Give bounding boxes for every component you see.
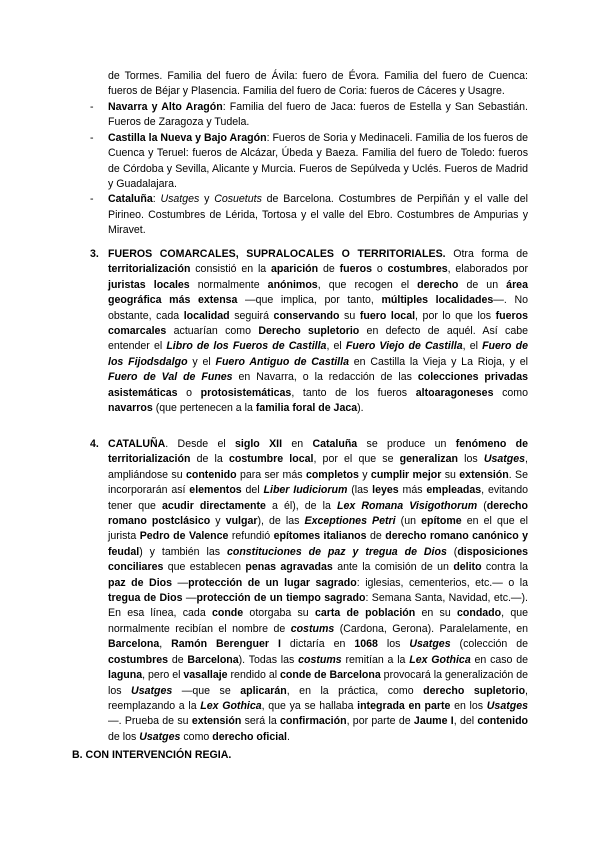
list-dash: - (90, 101, 94, 113)
text-run: normalmente (189, 278, 268, 291)
text-run: , el (326, 340, 346, 353)
list-item (90, 192, 528, 238)
bold-italic-term: Usatges (131, 684, 173, 697)
text-run: : iglesias, cementerios, etc.— o la (356, 576, 528, 589)
text-run: ( (446, 545, 458, 558)
text-run: para ser más (236, 468, 306, 481)
text-run: ). Todas las (238, 653, 299, 666)
text-run: — (172, 576, 189, 589)
bold-term: territorialización (108, 263, 191, 276)
text-run: (un (395, 515, 422, 528)
bold-italic-term: Usatges (486, 699, 528, 712)
text-run: , en la práctica, como (286, 684, 424, 697)
text-run: más (398, 484, 427, 497)
bold-italic-term: Exceptiones Petri (304, 515, 396, 528)
bold-italic-term: Fuero de los Fijodsdalgo (108, 340, 528, 368)
list-item-heading: Castilla la Nueva y Bajo Aragón (108, 131, 267, 144)
text-run: y el (187, 355, 216, 368)
text-run: consistió en la (190, 263, 272, 276)
text-run: , que ya se hallaba (261, 699, 358, 712)
list-item-heading: Navarra y Alto Aragón (108, 101, 223, 113)
list-item (90, 100, 528, 131)
bold-term: acudir directamente (162, 499, 266, 512)
item-paragraph (108, 437, 528, 745)
list-item-text: : Familia del fuero de Jaca: fueros de Estella y San Sebastián. Fueros de Zaragoza y Tudela. (108, 101, 528, 129)
text-run: los (377, 638, 410, 651)
bold-term: fuero local (359, 309, 416, 322)
bold-term: área geográfica más extensa (108, 278, 528, 307)
text-run: otorgaba su (243, 607, 315, 620)
text-run: actuarían como (166, 325, 259, 338)
bold-term: extensión (191, 715, 242, 728)
text-run: —que implica, por tanto, (237, 294, 382, 307)
text-run: en Castilla la Vieja y La Rioja, y el (348, 355, 528, 368)
item-paragraph (108, 247, 528, 416)
text-run: del (241, 484, 264, 497)
text-run: de (318, 263, 340, 276)
item-heading: CATALUÑA (108, 438, 166, 450)
text-run: ante la comisión de un (332, 561, 454, 574)
text-run: dictaría en (280, 638, 355, 651)
text-run: —que se (172, 684, 241, 697)
text-run: de un (458, 278, 507, 291)
item-heading: FUEROS COMARCALES, SUPRALOCALES O TERRITORIALES. (108, 248, 446, 260)
list-item-text: : Fueros de Soria y Medinaceli. Familia de los fueros de Cuenca y Teruel: fueros de Alcázar, Úbeda y Baeza. Familia del fuero de Toledo: fueros de Córdoba y Sevilla, Alicante y Murcia. Fueros de Sepúlveda y Uclés. Fueros de Madrid y Guadalajara. (108, 131, 529, 191)
bold-term: vasallaje (183, 669, 228, 682)
text-run: (las (347, 484, 373, 497)
text-run: , el (462, 340, 483, 353)
bold-term: leyes (372, 484, 399, 497)
bold-italic-term: Fuero Viejo de Castilla (345, 340, 463, 353)
text-run: contra la (481, 561, 528, 574)
text-run: rendido al (227, 669, 281, 682)
text-run: seguirá (229, 309, 274, 322)
text-run: , que normalmente recibían el nombre de (108, 607, 529, 635)
numbered-item-3 (90, 247, 528, 416)
bold-term: protosistemáticas (200, 386, 292, 399)
bold-term: conservando (273, 309, 340, 322)
text-run: , elaborados por (447, 263, 528, 276)
bold-term: completos (305, 468, 359, 481)
bold-term: altoaragoneses (415, 386, 494, 399)
text-run: : Semana Santa, Navidad, etc.—). En esa línea, cada (108, 592, 528, 620)
bold-term: fueros (339, 263, 372, 276)
bold-term: carta de población (314, 607, 416, 620)
bold-italic-term: Usatges (409, 638, 451, 651)
text-run: y (210, 515, 226, 528)
bold-italic-term: Lex Gothica (200, 699, 262, 712)
text-run: , tanto de los fueros (291, 386, 416, 399)
bold-term: juristas locales (108, 278, 190, 291)
bold-term: conde de Barcelona (280, 669, 381, 682)
text-run: , por parte de (346, 715, 414, 728)
list-item-italic: Cosuetuts (214, 193, 262, 206)
text-run: refundió (228, 530, 274, 543)
text-run: se produce un (357, 438, 456, 450)
text-run: como (180, 730, 213, 743)
list-dash: - (90, 131, 94, 144)
text-run: Otra forma de (445, 248, 529, 260)
text-run: ( (477, 499, 487, 512)
bold-term: condado (456, 607, 502, 620)
text-run: o (372, 263, 388, 276)
text-run: (que pertenecen a la (152, 402, 256, 415)
bold-term: cumplir mejor (370, 468, 442, 481)
text-run: —. No obstante, cada (108, 294, 528, 322)
bold-term: derecho supletorio (423, 684, 526, 697)
item-number: 3. (90, 248, 99, 260)
bold-italic-term: Fuero de Val de Funes (108, 371, 233, 384)
text-run: de (168, 653, 188, 666)
text-run: de (366, 530, 386, 543)
bold-italic-term: Lex Romana Visigothorum (337, 499, 478, 512)
bold-term: derecho oficial (212, 730, 288, 743)
bold-term: penas agravadas (245, 561, 333, 574)
bold-italic-term: Libro de los Fueros de Castilla (166, 340, 327, 353)
bold-term: anónimos (267, 278, 318, 291)
bold-term: extensión (459, 468, 509, 481)
text-run: a él), de la (265, 499, 338, 512)
text-run: . Se incorporarán así (108, 468, 528, 497)
text-run: , por lo que los (415, 309, 496, 322)
bold-term: Cataluña (312, 438, 358, 450)
bold-italic-term: constituciones de paz y tregua de Dios (226, 545, 447, 558)
bold-term: fueros comarcales (108, 309, 529, 338)
text-run: y (358, 468, 371, 481)
territory-list (90, 100, 528, 239)
text-run: de la (190, 453, 229, 466)
text-run: en (282, 438, 313, 450)
bold-term: Barcelona (187, 653, 239, 666)
text-run: , pero el (142, 669, 184, 682)
text-run: , evitando tener que (108, 484, 528, 512)
text-run: (colección de (450, 638, 528, 651)
text-run: de los (108, 730, 140, 743)
text-run: en defecto de aquél. Así cabe entender el (108, 325, 528, 353)
text-run: , que recogen el (317, 278, 418, 291)
text-run: , del (453, 715, 478, 728)
bold-term: fenómeno de territorialización (108, 438, 529, 466)
bold-term: Derecho supletorio (258, 325, 360, 338)
text-run: (Cardona, Gerona). Paralelamente, en (334, 622, 528, 635)
bold-term: navarros (108, 402, 153, 415)
list-item-heading: Cataluña (108, 193, 153, 206)
text-run: en el que el jurista (108, 515, 528, 543)
list-item-text: : (152, 193, 161, 206)
list-item-italic: Usatges (160, 193, 200, 206)
text-run: en su (415, 607, 457, 620)
bold-term: contenido (477, 715, 529, 728)
text-run: en caso de (470, 653, 529, 666)
bold-italic-term: Usatges (483, 453, 526, 466)
text-run: en Navarra, o la redacción de las (232, 371, 418, 384)
bold-term: disposiciones conciliares (108, 545, 528, 574)
text-run: ), de las (257, 515, 305, 528)
text-run: , reemplazando a la (108, 684, 528, 712)
continuation-paragraph: de Tormes. Familia del fuero de Ávila: fuero de Évora. Familia del fuero de Cuenca: fueros de Béjar y Plasencia. Familia del fuero de Coria: fueros de Cáceres y Usagre. (108, 70, 528, 98)
bold-term: generalizan (399, 453, 458, 466)
bold-term: Pedro de Valence (139, 530, 229, 543)
bold-term: colecciones privadas asistemáticas (108, 371, 528, 399)
bold-term: 1068 (354, 638, 378, 651)
list-item-text: y (199, 193, 215, 206)
text-run: remitían a la (341, 653, 410, 666)
bold-term: localidad (183, 309, 230, 322)
bold-term: protección de un tiempo sagrado (196, 592, 366, 605)
bold-italic-term: costums (290, 622, 335, 635)
bold-term: Ramón Berenguer I (171, 638, 281, 651)
text-run: o (177, 386, 201, 399)
text-run: — (182, 592, 197, 605)
numbered-item-4 (90, 437, 528, 745)
text-run: , por el que se (313, 453, 400, 466)
bold-term: empleadas (426, 484, 482, 497)
bold-term: Jaume I (413, 715, 454, 728)
bold-term: derecho romano canónico y feudal (108, 530, 528, 558)
bold-term: costumbres (387, 263, 448, 276)
text-run: , ampliándose su (108, 453, 528, 481)
text-run: ). (357, 402, 364, 415)
bold-term: laguna (108, 669, 143, 682)
bold-term: familia foral de Jaca (255, 402, 358, 415)
bold-term: múltiples localidades (381, 294, 494, 307)
bold-term: Barcelona (108, 638, 160, 651)
text-run: , (159, 638, 172, 651)
text-run: su (339, 309, 360, 322)
text-run: . Desde el (165, 438, 236, 450)
bold-term: derecho (417, 278, 459, 291)
bold-term: paz de Dios (108, 576, 173, 589)
bold-italic-term: Usatges (139, 730, 181, 743)
bold-term: confirmación (280, 715, 347, 728)
bold-term: delito (453, 561, 482, 574)
section-heading-b: B. CON INTERVENCIÓN REGIA. (72, 749, 232, 761)
bold-term: epítomes italianos (273, 530, 367, 543)
bold-term: aparición (271, 263, 319, 276)
text-run: su (441, 468, 460, 481)
list-item-text: de Barcelona. Costumbres de Perpiñán y el valle del Pirineo. Costumbres de Lérida, Tortosa y el valle del Ebro. Costumbres de Ampurias y Miravet. (108, 193, 529, 237)
bold-term: siglo XII (235, 438, 283, 450)
item-number: 4. (90, 438, 99, 450)
text-run: ) y también las (139, 545, 227, 558)
bold-italic-term: Lex Gothica (409, 653, 471, 666)
bold-term: aplicarán (240, 684, 287, 697)
text-run: será la (241, 715, 281, 728)
bold-term: protección de un lugar sagrado (188, 576, 357, 589)
text-run: en los (450, 699, 487, 712)
bold-term: derecho romano postclásico (108, 499, 528, 528)
text-run: —. Prueba de su (108, 715, 192, 728)
bold-term: vulgar (225, 515, 258, 528)
bold-term: tregua de Dios (108, 592, 183, 605)
bold-italic-term: Fuero Antiguo de Castilla (215, 355, 349, 368)
list-item (90, 131, 528, 193)
text-run: provocará la generalización de los (108, 669, 528, 697)
bold-term: costumbre local (228, 453, 314, 466)
text-run: los (457, 453, 484, 466)
bold-italic-term: costums (298, 653, 342, 666)
text-run: que establecen (163, 561, 246, 574)
bold-term: contenido (185, 468, 237, 481)
bold-term: integrada en parte (357, 699, 451, 712)
bold-italic-term: Liber Iudiciorum (263, 484, 348, 497)
bold-term: conde (211, 607, 244, 620)
text-run: como (493, 386, 528, 399)
list-dash: - (90, 193, 94, 206)
text-run: . (287, 730, 290, 743)
bold-term: elementos (189, 484, 242, 497)
bold-term: costumbres (108, 653, 169, 666)
bold-term: epítome (421, 515, 462, 528)
